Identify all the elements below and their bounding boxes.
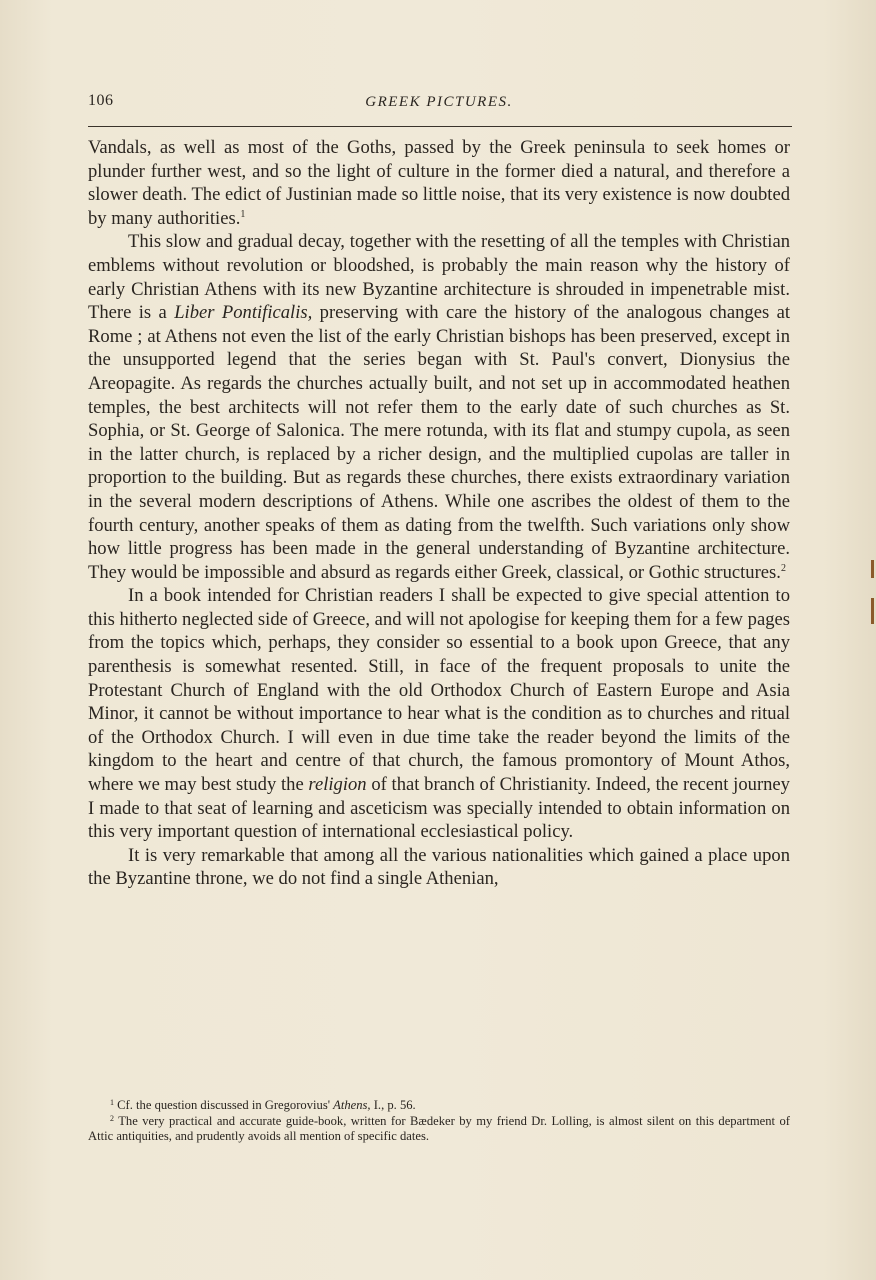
footnote-marker: 2 xyxy=(780,562,786,574)
footnote-marker: 2 xyxy=(110,1113,114,1123)
page-edge-mark xyxy=(871,598,874,624)
text-segment: I., p. 56. xyxy=(370,1098,416,1112)
text-segment: It is very remarkable that among all the various nationalities which gained a place upon the Byzantine throne, we do not find a single Athenian, xyxy=(88,844,790,890)
text-segment: The very practical and accurate guide-book, written for Bædeker by my friend Dr. Lolling, is almost silent on this department of Attic antiquities, and prudently avoids all mention of specific dates. xyxy=(88,1113,790,1143)
text-segment: This slow and gradual decay, together with the resetting of all the temples with Christian emblems without revolution or bloodshed, is probably the main reason why the history of early Christian Athens with its new Byzantine architecture is shrouded in impenetrable mist. There is a xyxy=(88,231,790,324)
paragraph xyxy=(88,584,790,844)
text-segment: In a book intended for Christian readers I shall be expected to give special attention to this hitherto neglected side of Greece, and will not apologise for keeping them for a few pages from the topics which, perhaps, they consider so essential to a book upon Greece, that any parenthesis is somewhat resented. Still, in face of the frequent proposals to unite the Protestant Church of England with the old Orthodox Church of Eastern Europe and Asia Minor, it cannot be without importance to hear what is the condition as to churches and ritual of the Orthodox Church. I will even in due time take the reader beyond the limits of the kingdom to the heart and centre of that church, the famous promontory of Mount Athos, where we may best study the xyxy=(88,585,790,796)
page-header xyxy=(88,92,790,122)
running-title: GREEK PICTURES. xyxy=(365,94,513,110)
body-text xyxy=(88,136,790,891)
paragraph xyxy=(88,136,790,230)
text-segment: Cf. the question discussed in Gregorovius' xyxy=(114,1098,334,1112)
italic-text: religion xyxy=(308,774,367,796)
paragraph xyxy=(88,844,790,891)
page-number: 106 xyxy=(88,92,114,109)
footnotes xyxy=(88,1098,790,1145)
footnote-marker: 1 xyxy=(240,208,246,220)
paragraph xyxy=(88,230,790,584)
page-edge-mark xyxy=(871,560,874,578)
footnote xyxy=(88,1098,790,1114)
header-rule xyxy=(88,126,792,127)
text-segment: preserving with care the history of the analogous changes at Rome ; at Athens not even the list of the early Christian bishops has been preserved, except in the unsupported legend that the series began with St. Paul's convert, Dionysius the Areopagite. As regards the churches actually built, and not set up in accommodated heathen temples, the best architects will not refer them to the early date of such churches as St. Sophia, or St. George of Salonica. The mere rotunda, with its flat and stumpy cupola, as seen in the latter church, is replaced by a richer design, and the multiplied cupolas are taller in proportion to the building. But as regards these churches, there exists extraordinary variation in the several modern descriptions of Athens. While one ascribes the oldest of them to the fourth century, another speaks of them as dating from the twelfth. Such variations only show how little progress has been made in the general understanding of Byzantine architecture. They would be impossible and absurd as regards either Greek, classical, or Gothic structures. xyxy=(88,302,790,583)
footnote xyxy=(88,1114,790,1145)
italic-text: Athens, xyxy=(333,1098,371,1112)
italic-text: Liber Pontificalis, xyxy=(174,302,313,324)
text-segment: of that branch of Christianity. Indeed, the recent journey I made to that seat of learning and asceticism was specially intended to obtain information on this very important question of international ecclesiastical policy. xyxy=(88,774,790,843)
footnote-marker: 1 xyxy=(110,1098,114,1107)
text-segment: Vandals, as well as most of the Goths, passed by the Greek peninsula to seek homes or plunder further west, and so the light of culture in the former died a natural, and therefore a slower death. The edict of Justinian made so little noise, that its very existence is now doubted by many authorities. xyxy=(88,137,790,229)
